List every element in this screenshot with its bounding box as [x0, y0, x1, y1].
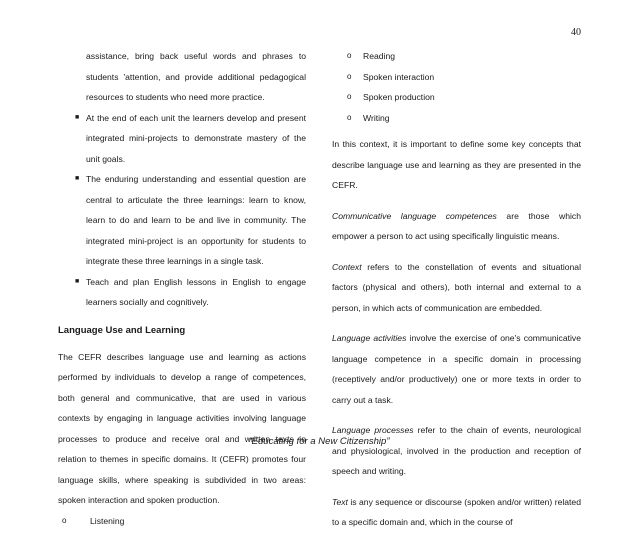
skill-item [332, 108, 581, 129]
intro-paragraph: In this context, it is important to define some key concepts that describe language use and learning as they are presented in the CEFR. [332, 139, 581, 190]
definition-text: are those which empower a person to act using specifically linguistic means. [332, 210, 581, 241]
skill-text: Listening [90, 515, 125, 526]
cefr-paragraph: The CEFR describes language use and learning as actions performed by individuals to develop a range of competences, both general and communicative, that are used in various contexts by engaging in language activities involving language processes to produce and receive oral and written texts in relation to themes in specific domains. It (CEFR) promotes four language skills, where speaking is subdivided in two areas: spoken interaction and spoken production. [58, 351, 306, 505]
page-footer: “Educating for a New Citizenship” [248, 436, 390, 447]
bullet-item [58, 108, 306, 170]
skills-list-left [58, 511, 306, 532]
square-bullet-icon: ■ [75, 175, 80, 182]
definition-text: involve the exercise of one's communicative language competence in a specific domain in processing (receptively and/or productively) one or more texts in order to carry out a task. [332, 333, 582, 405]
right-column [332, 46, 581, 533]
definition-term: Context [332, 261, 362, 272]
definition-term: Text [332, 496, 348, 507]
definition-paragraph [332, 257, 581, 319]
bullet-list [58, 108, 306, 313]
definition-paragraph [332, 492, 581, 533]
section-heading: Language Use and Learning [58, 324, 186, 336]
skill-item [332, 87, 581, 108]
circle-bullet-icon: o [347, 71, 352, 81]
bullet-item [58, 272, 306, 313]
skills-list-right [332, 46, 581, 128]
left-column [58, 46, 306, 531]
bullet-text: The enduring understanding and essential question are central to articulate the three learnings: learn to know, learn to do and learn to be and live in community. The integrated mini-project is an opportunity for students to integrate these three learnings in a single task. [86, 174, 306, 266]
bullet-item [58, 169, 306, 272]
skill-text: Spoken interaction [363, 71, 435, 82]
definition-term: Communicative language competences [332, 210, 497, 221]
skill-text: Writing [363, 112, 390, 123]
circle-bullet-icon: o [62, 515, 67, 525]
skill-item [332, 46, 581, 67]
definition-text: refers to the constellation of events and situational factors (physical and others), both internal and external to a person, in which acts of communication are embedded. [332, 261, 581, 313]
skill-text: Reading [363, 51, 396, 61]
circle-bullet-icon: o [347, 51, 352, 60]
definition-text: refer to the chain of events, neurological and physiological, involved in the production and reception of speech and writing. [332, 425, 582, 476]
circle-bullet-icon: o [347, 92, 352, 101]
bullet-text: At the end of each unit the learners develop and present integrated mini-projects to demonstrate mastery of the unit goals. [86, 112, 306, 164]
definition-paragraph [332, 420, 581, 482]
definition-text: is any sequence or discourse (spoken and/or written) related to a specific domain and, which in the course of [332, 496, 581, 527]
skill-item [332, 67, 581, 88]
skill-text: Spoken production [363, 92, 435, 102]
square-bullet-icon: ■ [75, 277, 80, 285]
definition-paragraph [332, 328, 581, 410]
bullet-text: Teach and plan English lessons in English to engage learners socially and cognitively. [86, 276, 306, 307]
skill-item [58, 511, 306, 532]
definition-term: Language activities [332, 333, 407, 343]
page-number: 40 [571, 27, 581, 38]
definition-paragraph [332, 206, 581, 247]
continuation-text: assistance, bring back useful words and phrases to students 'attention, and provide additional pedagogical resources to students who need more practice. [86, 51, 306, 102]
square-bullet-icon: ■ [75, 113, 80, 121]
circle-bullet-icon: o [347, 112, 352, 122]
definition-term: Language processes [332, 425, 414, 435]
